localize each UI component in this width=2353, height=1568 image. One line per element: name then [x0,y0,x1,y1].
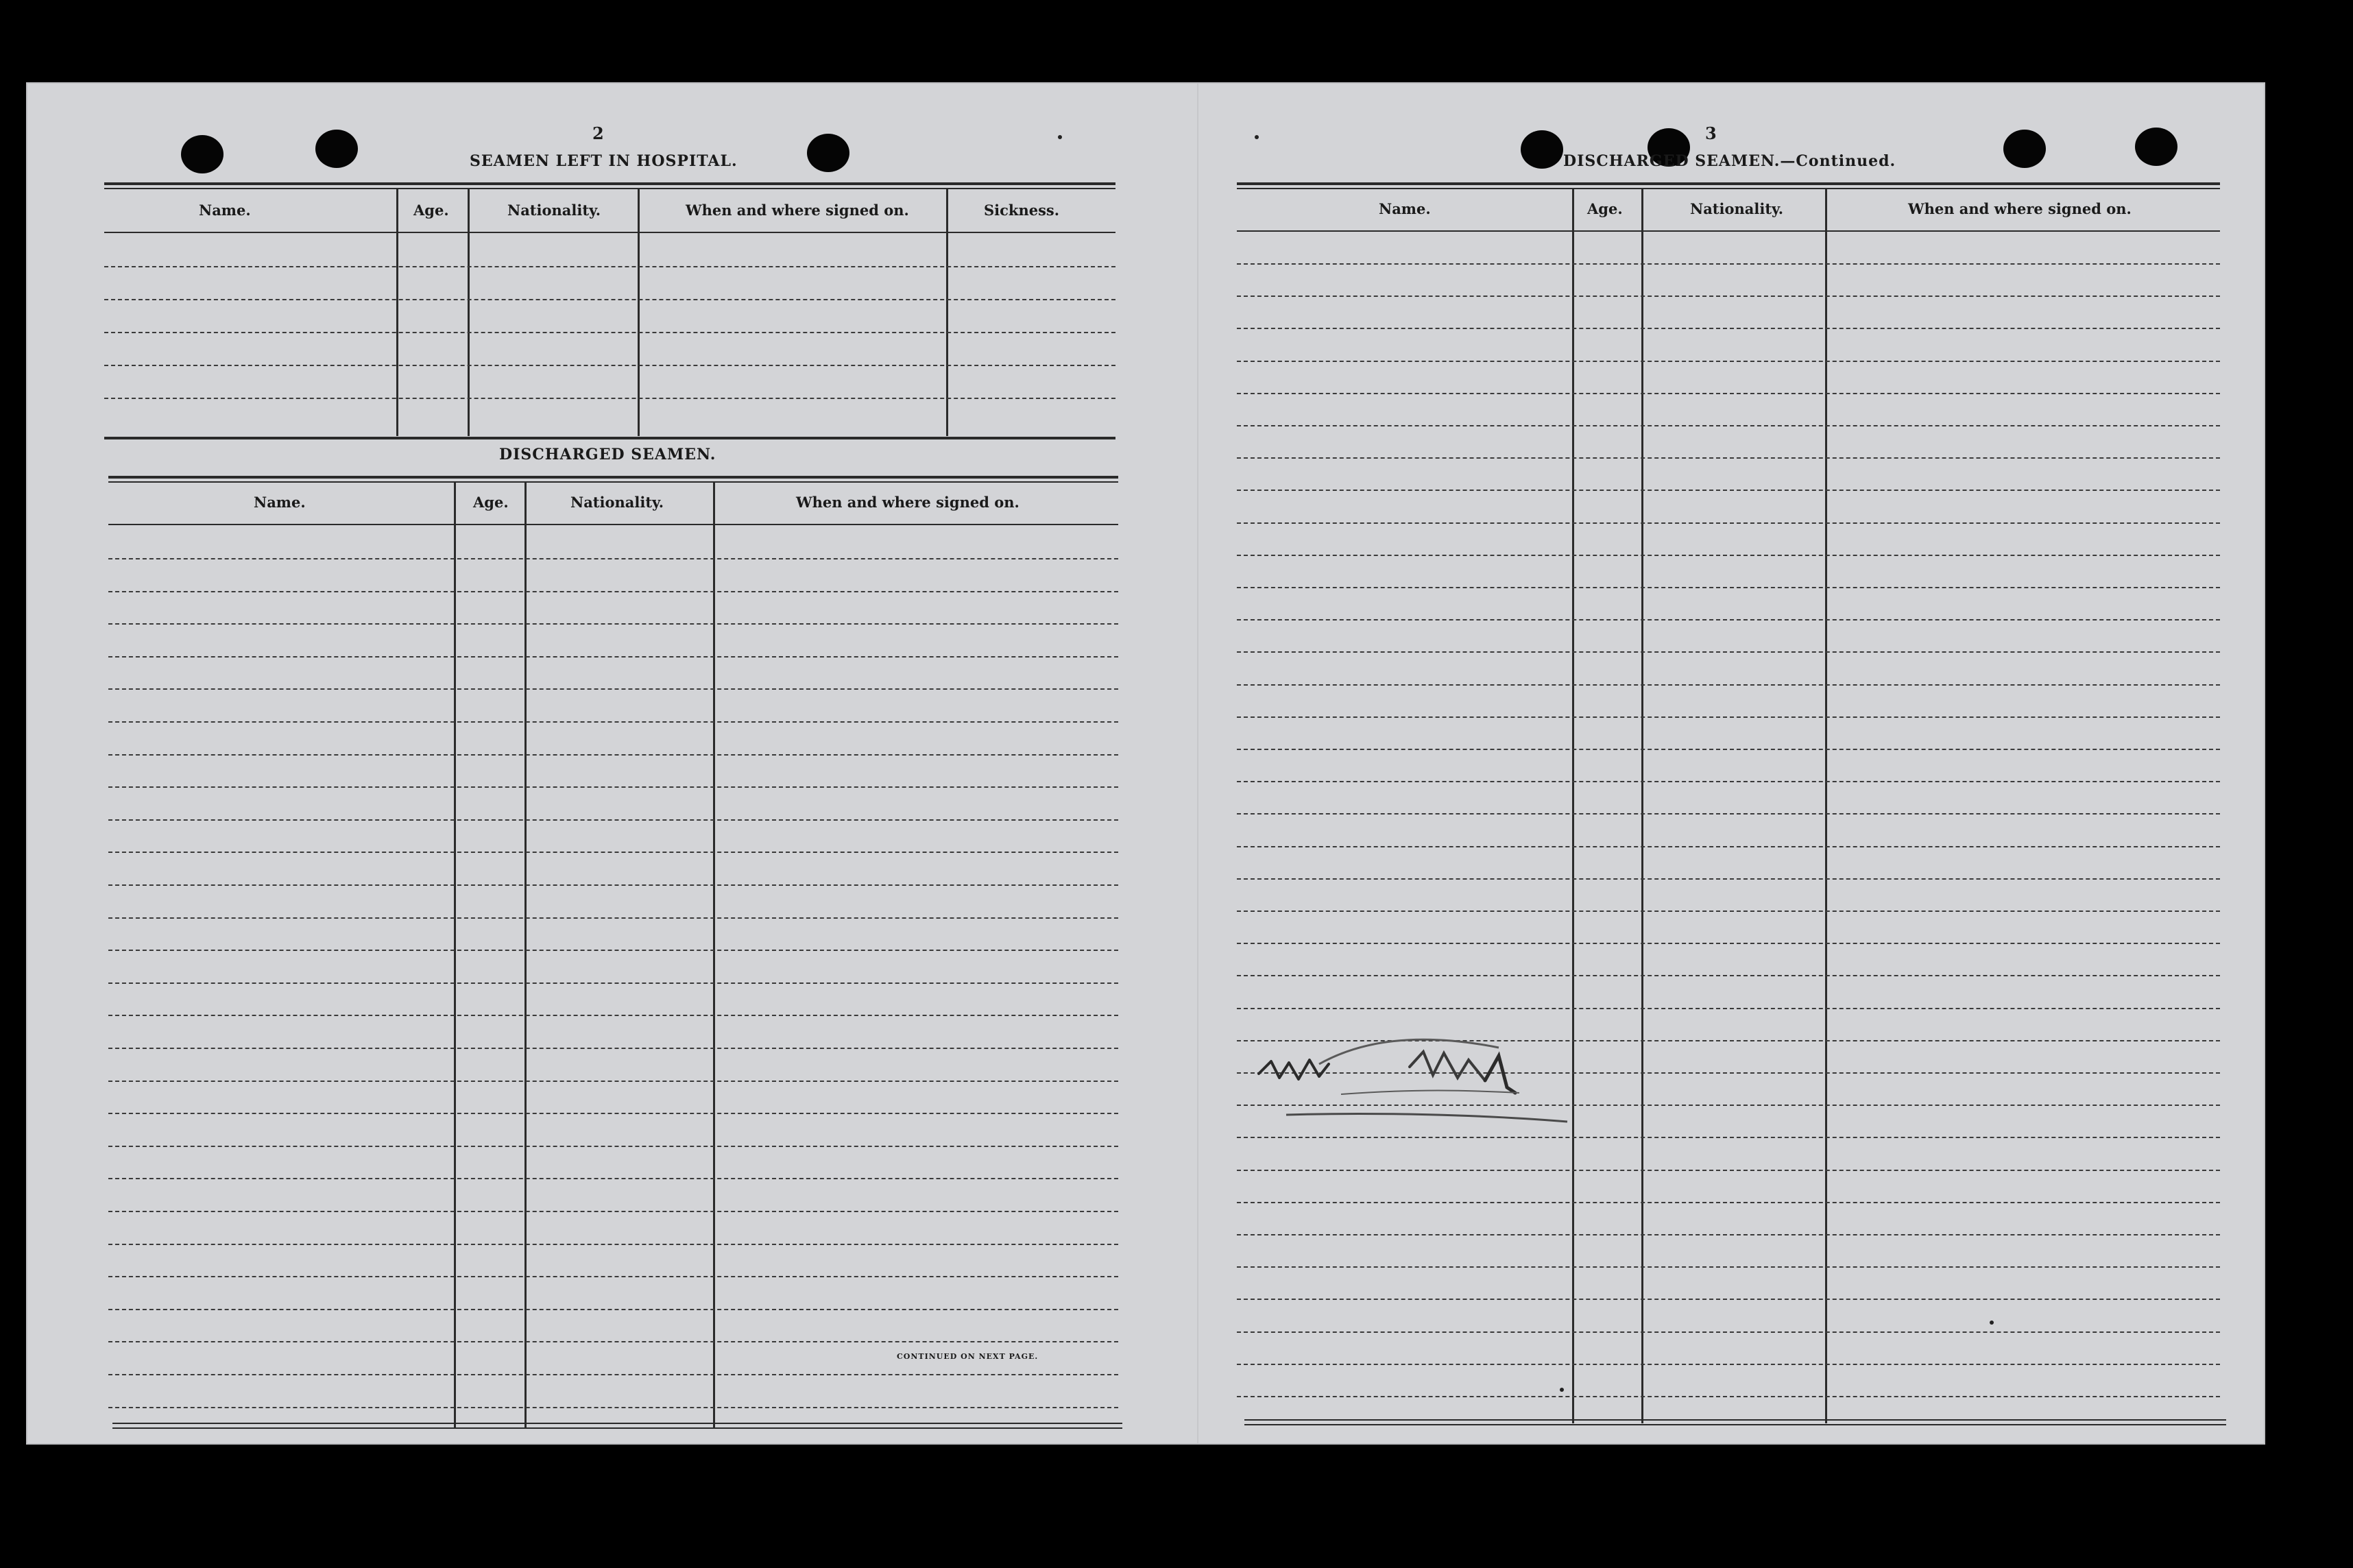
ruled-line [108,1244,1118,1245]
punch-hole [181,135,224,173]
ruled-line [104,266,1115,267]
right-col-divider [1572,189,1574,1423]
ruled-line [108,1276,1118,1277]
right-bottom-rule-2 [1244,1424,2226,1425]
ruled-line [1237,684,2220,686]
right-section-title: DISCHARGED SEAMEN.—Continued. [1563,152,1896,170]
ink-speck [1058,135,1062,139]
hospital-col-nationality: Nationality. [507,202,601,219]
ruled-line [108,1178,1118,1179]
ruled-line [1237,490,2220,491]
ruled-line [1237,716,2220,718]
ruled-line [108,917,1118,919]
right-col-nationality: Nationality. [1690,200,1784,217]
punch-hole [2003,130,2046,168]
ruled-line [1237,1137,2220,1138]
ruled-line [1237,522,2220,524]
ink-speck [1990,1320,1994,1325]
ruled-line [1237,587,2220,588]
ruled-line [1237,393,2220,394]
hospital-header-rule [104,232,1115,233]
discharged-col-age: Age. [473,494,509,511]
right-col-divider [1641,189,1643,1423]
hospital-col-sickness: Sickness. [984,202,1060,219]
ruled-line [108,1309,1118,1310]
ruled-line [108,1081,1118,1082]
ruled-line [1237,263,2220,265]
ruled-line [1237,555,2220,556]
hospital-col-divider [468,189,470,436]
hospital-section-title: SEAMEN LEFT IN HOSPITAL. [470,152,738,170]
discharged-bottom-rule-2 [112,1427,1122,1429]
ruled-line [108,852,1118,853]
ruled-line [108,786,1118,788]
ruled-line [108,591,1118,592]
ruled-line [108,1113,1118,1114]
discharged-bottom-rule [112,1423,1122,1424]
hospital-col-divider [638,189,640,436]
right-header-rule [1237,230,2220,232]
ruled-line [104,365,1115,366]
discharged-col-nationality: Nationality. [570,494,664,511]
ruled-line [108,819,1118,821]
punch-hole [2135,128,2177,166]
ruled-line [1237,749,2220,750]
ruled-line [1237,457,2220,459]
ink-speck [1560,1388,1564,1392]
ruled-line [108,1341,1118,1342]
hospital-col-signed-on: When and where signed on. [686,202,909,219]
hospital-col-divider [946,189,948,436]
ledger-sheet [27,84,2264,1443]
ruled-line [104,332,1115,333]
discharged-col-signed-on: When and where signed on. [796,494,1019,511]
ruled-line [108,1211,1118,1212]
ruled-line [108,1374,1118,1375]
punch-hole [315,130,358,168]
right-col-age: Age. [1587,200,1623,217]
right-page-number: 3 [1705,123,1717,143]
ruled-line [1237,328,2220,329]
ruled-line [108,688,1118,690]
ruled-line [108,1146,1118,1147]
ruled-line [1237,1008,2220,1009]
right-col-signed-on: When and where signed on. [1908,200,2132,217]
discharged-table-top-rule [108,476,1118,479]
handwritten-signature [1238,1012,1677,1129]
right-bottom-rule [1244,1419,2226,1421]
ruled-line [1237,943,2220,944]
ruled-line [1237,425,2220,426]
discharged-header-rule [108,524,1118,525]
continued-note: CONTINUED ON NEXT PAGE. [897,1352,1039,1361]
right-col-divider [1825,189,1827,1423]
page-fold [1197,84,1198,1443]
punch-hole [1521,130,1563,169]
ruled-line [1237,1364,2220,1365]
ruled-line [108,558,1118,559]
punch-hole [807,134,849,172]
hospital-col-name: Name. [199,202,251,219]
ink-speck [1255,135,1259,139]
ruled-line [1237,1299,2220,1300]
hospital-bottom-rule [104,437,1115,439]
ruled-line [108,1407,1118,1408]
discharged-section-title: DISCHARGED SEAMEN. [499,446,716,463]
ruled-line [1237,1266,2220,1268]
hospital-col-divider [396,189,398,436]
ruled-line [1237,781,2220,782]
hospital-table-top-rule [104,182,1115,185]
ruled-line [108,721,1118,723]
ruled-line [1237,878,2220,880]
ruled-line [1237,846,2220,847]
ruled-line [1237,651,2220,653]
ruled-line [1237,975,2220,976]
ruled-line [1237,361,2220,362]
ruled-line [108,754,1118,756]
ruled-line [108,982,1118,984]
ruled-line [1237,1170,2220,1171]
ruled-line [104,398,1115,399]
right-col-name: Name. [1379,200,1431,217]
ruled-line [108,1048,1118,1049]
ruled-line [1237,619,2220,620]
ruled-line [1237,1331,2220,1333]
ruled-line [108,656,1118,658]
ruled-line [108,623,1118,625]
right-table-top-rule [1237,182,2220,185]
ruled-line [1237,1202,2220,1203]
ruled-line [108,884,1118,886]
ruled-line [108,950,1118,951]
ruled-line [1237,910,2220,912]
ruled-line [108,1015,1118,1016]
ruled-line [1237,1234,2220,1235]
right-table-top-rule-2 [1237,188,2220,189]
left-page-number: 2 [592,123,605,143]
ruled-line [1237,1396,2220,1397]
ruled-line [1237,295,2220,297]
discharged-table-top-rule-2 [108,481,1118,483]
ruled-line [1237,813,2220,815]
ruled-line [104,299,1115,300]
discharged-col-name: Name. [254,494,306,511]
hospital-table-top-rule-2 [104,188,1115,189]
hospital-col-age: Age. [413,202,449,219]
